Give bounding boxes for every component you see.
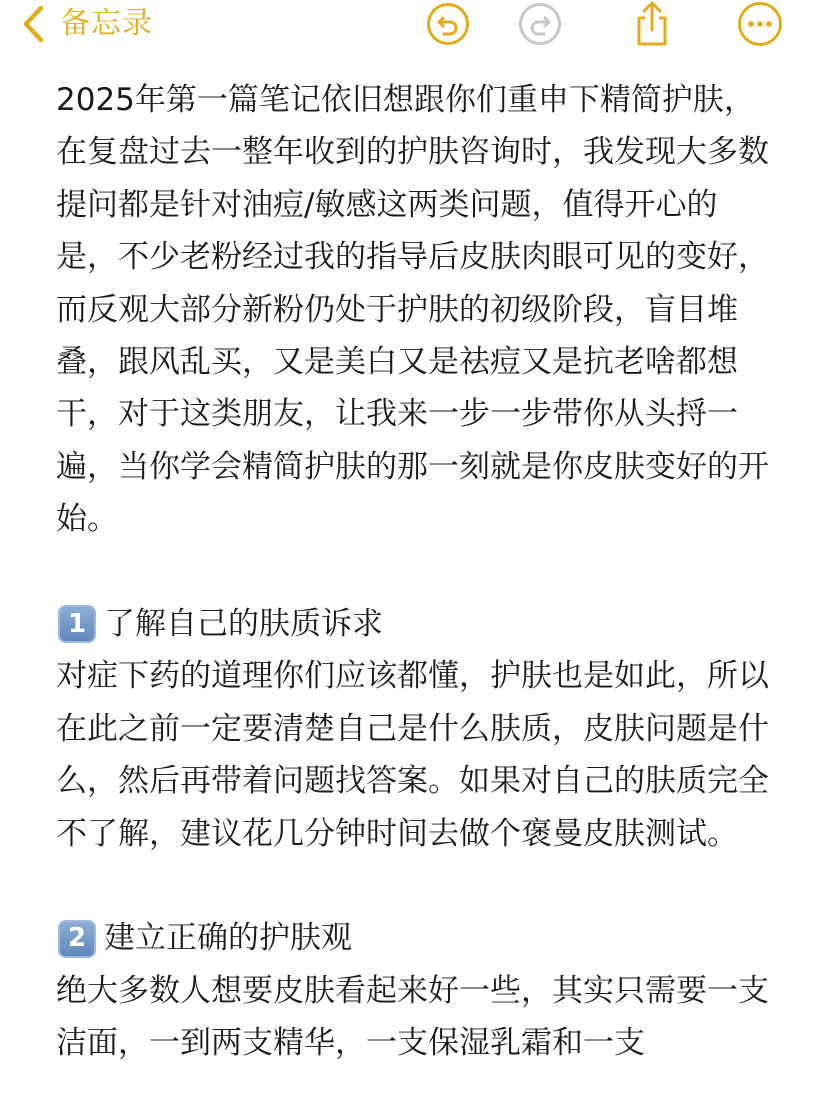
keycap-2-icon: 2 [58,920,96,958]
section-2-body: 绝大多数人想要皮肤看起来好一些，其实只需要一支洁面，一到两支精华，一支保湿乳霜和一支 [56,972,769,1062]
more-button[interactable] [736,0,784,48]
blank-line [56,860,776,912]
note-body[interactable] [56,74,776,1070]
undo-button[interactable] [424,0,472,48]
more-icon [737,1,783,47]
share-icon [630,0,674,48]
share-button[interactable] [628,0,676,48]
chevron-left-icon [20,4,46,44]
section-1-body: 对症下药的道理你们应该都懂，护肤也是如此，所以在此之前一定要清楚自己是什么肤质，皮肤问题是什么，然后再带着问题找答案。如果对自己的肤质完全不了解，建议花几分钟时间去做个褒曼皮肤测试。 [56,658,769,852]
keycap-1-icon: 1 [58,605,96,643]
blank-line [56,546,776,598]
redo-button[interactable] [516,0,564,48]
redo-icon [518,2,562,46]
section-2-title [56,912,776,964]
section-1-title [56,598,776,650]
section-1-heading: 了解自己的肤质诉求 [104,606,383,643]
section-2-heading: 建立正确的护肤观 [104,920,352,957]
back-label: 备忘录 [60,6,153,41]
note-intro: 2025年第一篇笔记依旧想跟你们重申下精简护肤，在复盘过去一整年收到的护肤咨询时，我发现大多数提问都是针对油痘/敏感这两类问题，值得开心的是，不少老粉经过我的指导后皮肤肉眼可见的变好，而反观大部分新粉仍处于护肤的初级阶段，盲目堆叠，跟风乱买，又是美白又是祛痘又是抗老啥都想干，对于这类朋友，让我来一步一步带你从头捋一遍，当你学会精简护肤的那一刻就是你皮肤变好的开始。 [56,82,769,538]
navigation-bar [0,0,828,60]
undo-icon [426,2,470,46]
back-button[interactable] [20,4,153,44]
